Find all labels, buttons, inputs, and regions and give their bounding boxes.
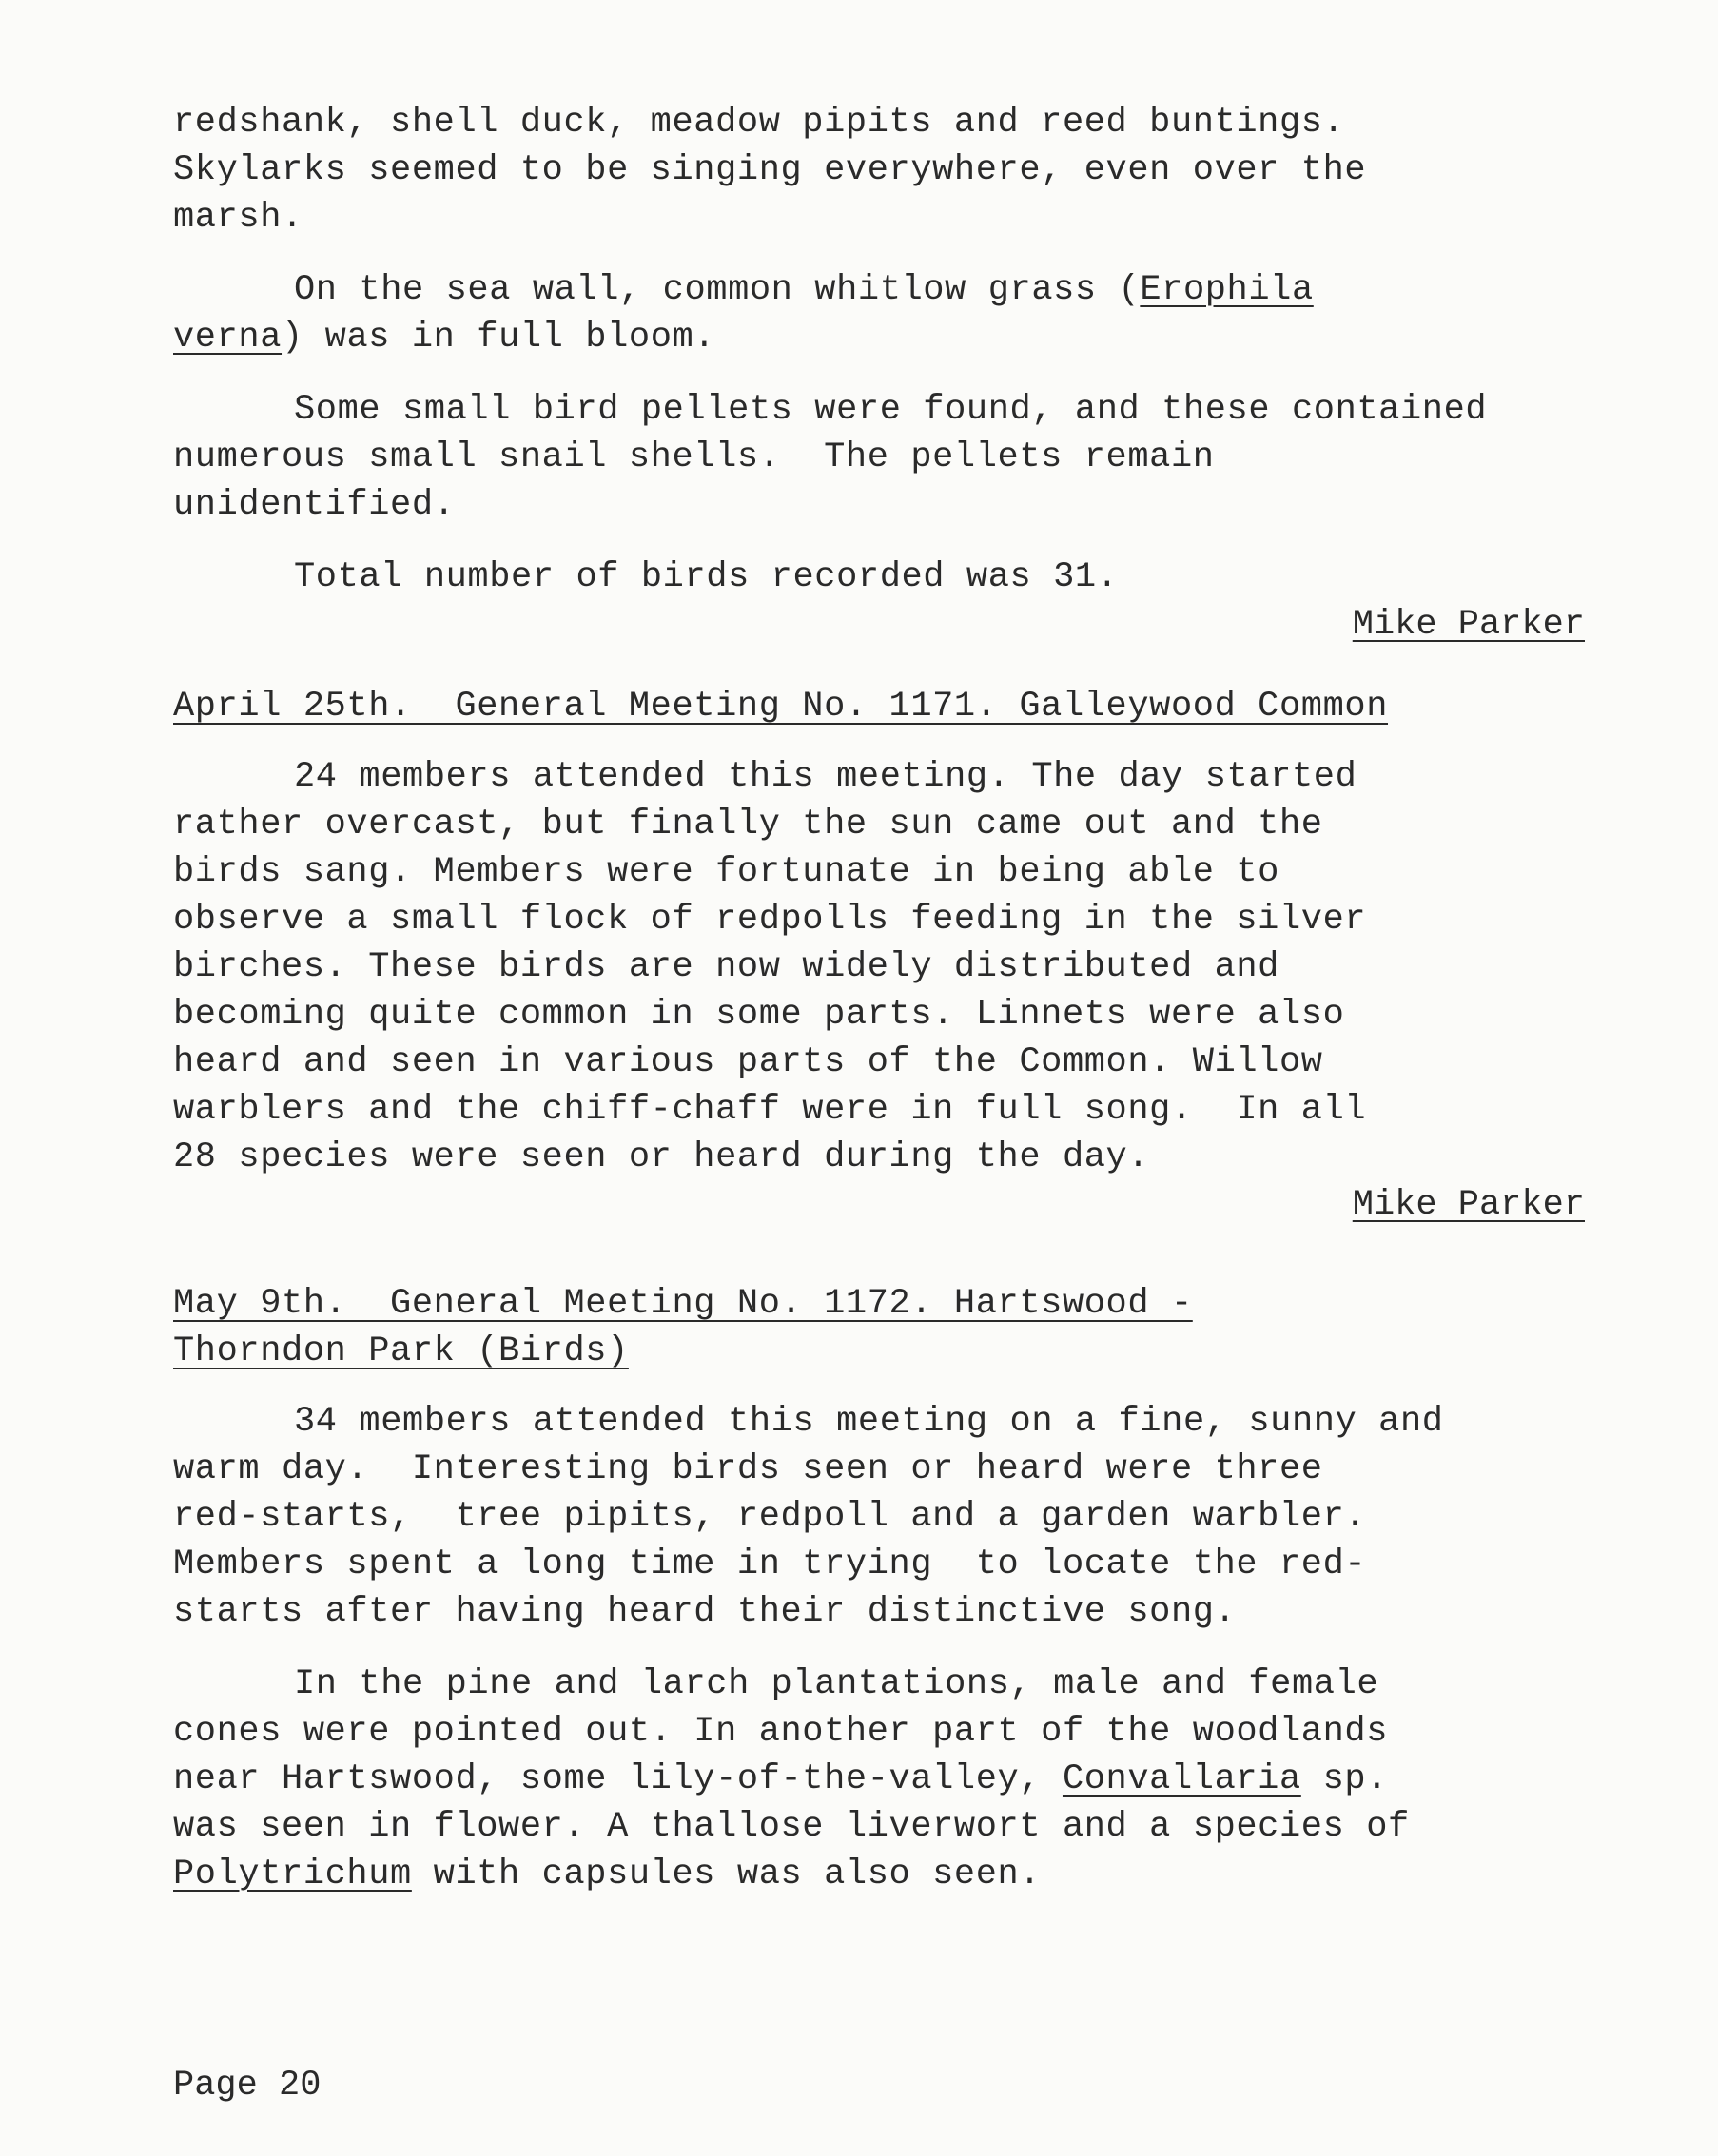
text-line: was seen in flower. A thallose liverwort and a species of: [173, 1807, 1410, 1847]
text-line: red-starts, tree pipits, redpoll and a garden warbler.: [173, 1497, 1367, 1537]
text-line: rather overcast, but finally the sun came out and the: [173, 805, 1323, 845]
text-line: becoming quite common in some parts. Linnets were also: [173, 995, 1345, 1035]
text-line: Skylarks seemed to be singing everywhere, even over the: [173, 150, 1367, 190]
text-line: [173, 266, 1619, 314]
text-line: heard and seen in various parts of the Common. Willow: [173, 1042, 1323, 1082]
section-heading-1172: [173, 1280, 1619, 1375]
text-line: Members spent a long time in trying to locate the red-: [173, 1544, 1367, 1584]
text-segment: On the sea wall, common whitlow grass (: [294, 270, 1141, 310]
heading-line: April 25th. General Meeting No. 1171. Galleywood Common: [173, 687, 1389, 727]
text-line: [173, 1756, 1619, 1803]
text-line: 28 species were seen or heard during the day.: [173, 1137, 1150, 1177]
text-line: warblers and the chiff-chaff were in full song. In all: [173, 1090, 1367, 1130]
text-line: [173, 1851, 1619, 1898]
intro-paragraph-4: [173, 554, 1619, 601]
section-heading-1171: [173, 683, 1619, 730]
text-line: numerous small snail shells. The pellets remain: [173, 437, 1215, 477]
text-line: [173, 314, 1619, 361]
text-line: observe a small flock of redpolls feeding in the silver: [173, 900, 1367, 940]
text-line: redshank, shell duck, meadow pipits and reed buntings.: [173, 103, 1345, 143]
latin-name: Erophila: [1140, 270, 1314, 310]
text-line: In the pine and larch plantations, male and female: [294, 1664, 1379, 1704]
text-line: Some small bird pellets were found, and these contained: [294, 390, 1488, 430]
text-line: birches. These birds are now widely distributed and: [173, 947, 1279, 987]
text-line: warm day. Interesting birds seen or heard were three: [173, 1449, 1323, 1489]
text-line: marsh.: [173, 198, 303, 238]
latin-name: Convallaria: [1062, 1759, 1301, 1799]
text-segment: sp.: [1300, 1759, 1389, 1799]
latin-name: verna: [173, 318, 283, 358]
heading-line: Thorndon Park (Birds): [173, 1331, 629, 1371]
signature: [173, 601, 1619, 649]
signature-name: Mike Parker: [1352, 605, 1585, 645]
text-segment: near Hartswood, some lily-of-the-valley,: [173, 1759, 1063, 1799]
text-line: Total number of birds recorded was 31.: [294, 557, 1119, 597]
latin-name: Polytrichum: [173, 1855, 412, 1894]
text-line: 24 members attended this meeting. The day started: [294, 757, 1357, 797]
text-line: starts after having heard their distinctive song.: [173, 1592, 1237, 1632]
page-number: Page 20: [173, 2066, 322, 2106]
intro-paragraph-3: [173, 386, 1619, 529]
heading-line: May 9th. General Meeting No. 1172. Hartswood -: [173, 1284, 1193, 1324]
text-segment: with capsules was also seen.: [411, 1855, 1042, 1894]
text-line: birds sang. Members were fortunate in being able to: [173, 852, 1279, 892]
intro-paragraph-2: [173, 266, 1619, 361]
signature: [173, 1181, 1619, 1229]
meeting-1172-paragraph-1: [173, 1398, 1619, 1636]
text-segment: ) was in full bloom.: [282, 318, 716, 358]
signature-name: Mike Parker: [1352, 1185, 1585, 1225]
intro-paragraph-1: [173, 99, 1619, 242]
text-line: cones were pointed out. In another part of the woodlands: [173, 1712, 1389, 1752]
text-line: 34 members attended this meeting on a fine, sunny and: [294, 1402, 1444, 1442]
meeting-1171-body: [173, 753, 1619, 1181]
document-page: [173, 99, 1619, 1923]
text-line: unidentified.: [173, 485, 456, 525]
meeting-1172-paragraph-2: [173, 1661, 1619, 1898]
